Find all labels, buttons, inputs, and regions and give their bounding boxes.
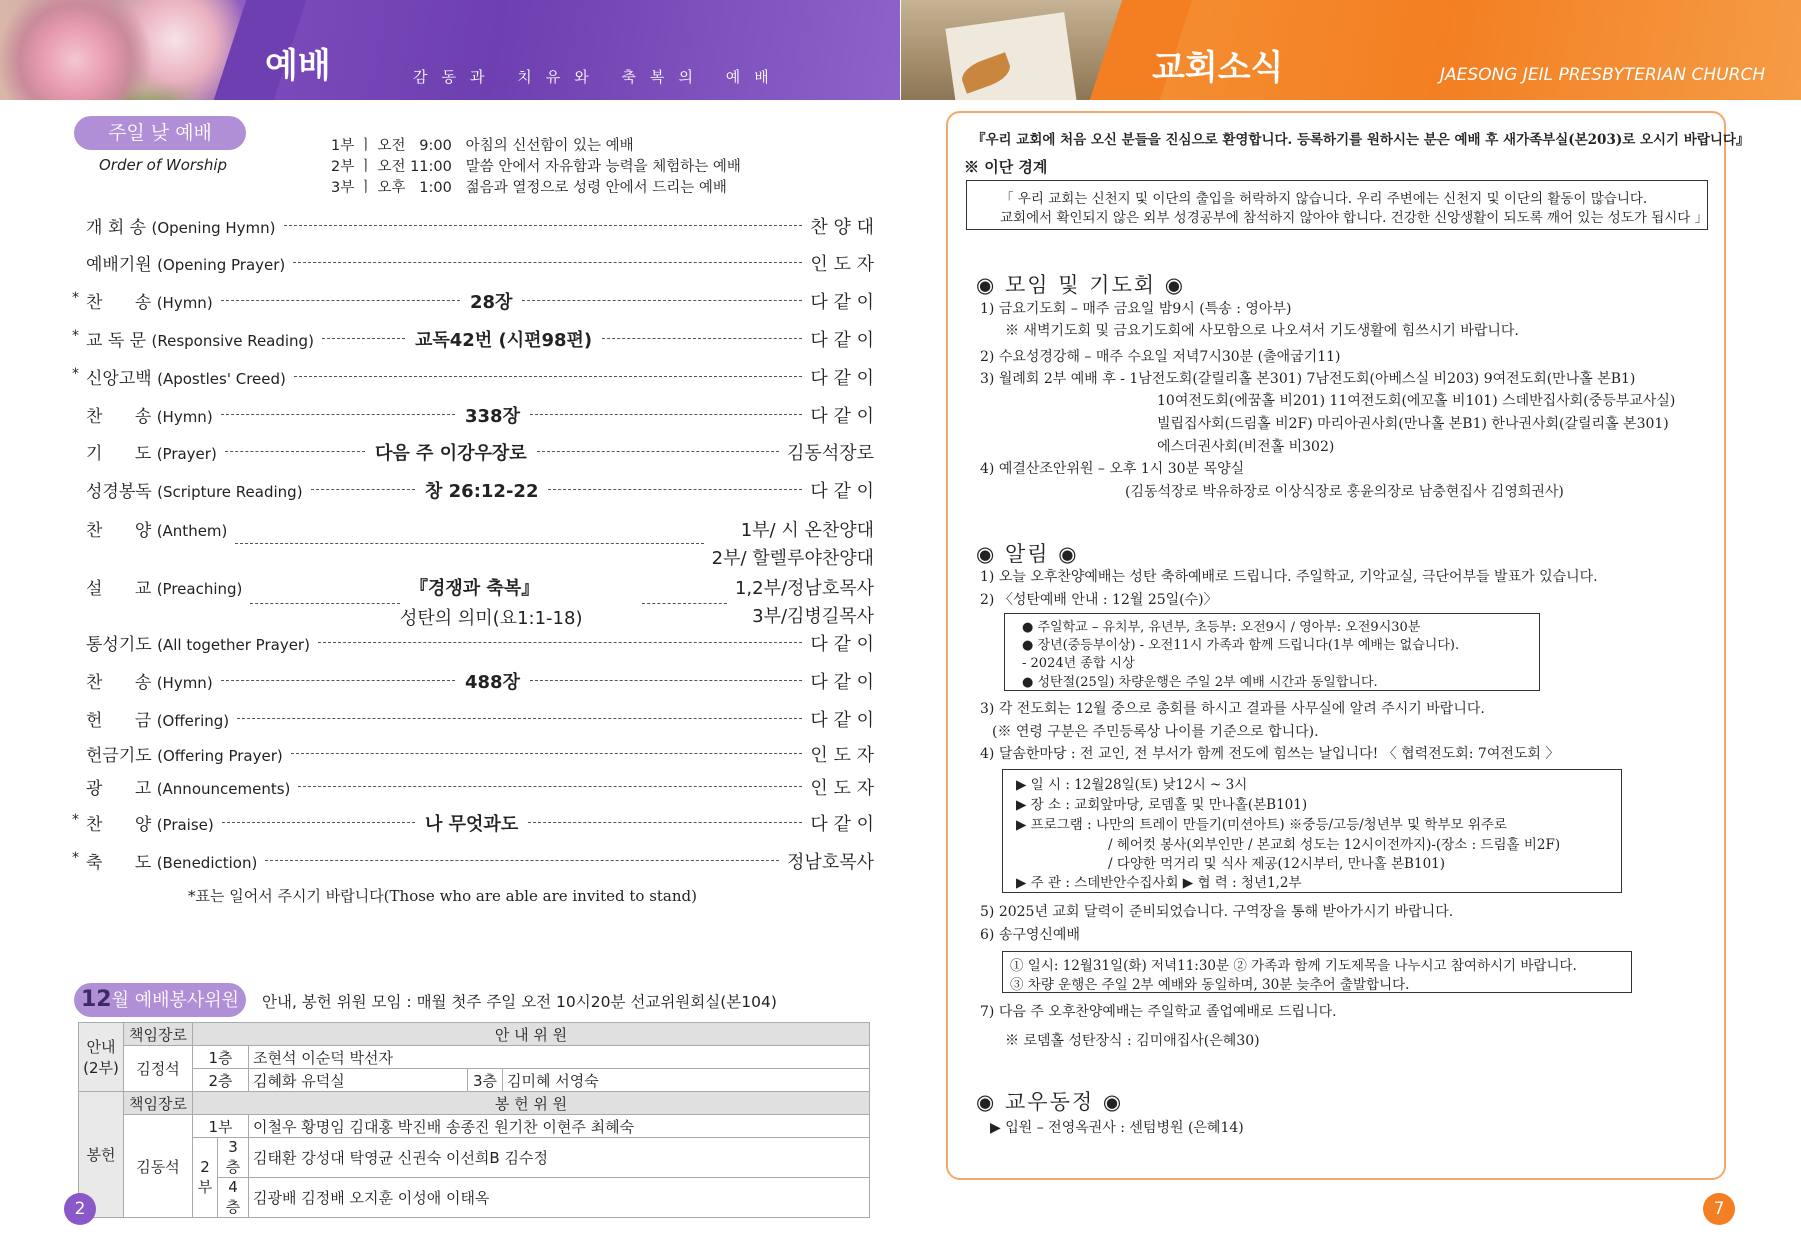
notice-7-note: ※ 로뎀홀 성탄장식 : 김미애집사(은혜30) [1005, 1033, 1260, 1049]
schedule-3: 3부 ㅣ 오후 1:00 젊음과 열정으로 성령 안에서 드리는 예배 [331, 180, 727, 196]
leader-dashes [530, 414, 802, 415]
volunteer-meeting: 안내, 봉헌 위원 모임 : 매월 첫주 주일 오전 10시20분 선교위원회실(본104) [262, 993, 777, 1011]
offer-header: 봉 헌 위 원 [193, 1092, 870, 1115]
order-item [68, 402, 874, 432]
service-2-floor-4: 4층 [218, 1178, 249, 1218]
service-1-names: 이철우 황명임 김대홍 박진배 송종진 원기찬 이현주 최혜숙 [249, 1115, 870, 1138]
order-item-korean: 축 도 [86, 853, 152, 873]
heresy-warning-title: ※ 이단 경계 [964, 158, 1048, 176]
order-item-english: (Responsive Reading) [151, 332, 314, 350]
order-item-english: (Announcements) [156, 780, 291, 798]
order-item-english: (Praise) [156, 816, 214, 834]
notice-1: 1) 오늘 오후찬양예배는 성탄 축하예배로 드립니다. 주일학교, 기악교실, 극단어부들 발표가 있습니다. [980, 569, 1598, 585]
order-item-detail: 창 26:12-22 [425, 481, 539, 502]
order-item-label [86, 364, 286, 389]
order-item [68, 439, 874, 469]
order-item-label [86, 516, 227, 541]
order-item-english: (Hymn) [156, 294, 213, 312]
order-item-korean: 광 고 [86, 779, 152, 799]
order-item [68, 288, 874, 318]
christmas-info-3: - 2024년 종합 시상 [1022, 656, 1135, 671]
notice-3-note: (※ 연령 구분은 주민등록상 나이를 기준으로 합니다). [992, 724, 1319, 740]
leader-dashes [548, 489, 802, 490]
leader-dashes [225, 451, 365, 452]
leader-dashes [222, 822, 415, 823]
leader-dashes [642, 603, 727, 604]
order-item-english: (Preaching) [156, 580, 243, 598]
meeting-3-line-2: 10여전도회(에꿈홀 비201) 11여전도회(에꼬홀 비101) 스데반집사회(중등부교사실) [1157, 393, 1676, 409]
flower-photo [0, 0, 250, 100]
order-item [68, 326, 874, 356]
leader-dashes [284, 225, 803, 226]
guide-header: 안 내 위 원 [193, 1023, 870, 1046]
leader-dashes [293, 262, 802, 263]
order-item-label [86, 574, 242, 599]
notice-7: 7) 다음 주 오후찬양예배는 주일학교 졸업예배로 드립니다. [980, 1004, 1337, 1020]
meeting-2: 2) 수요성경강해 – 매주 수요일 저녁7시30분 (출애굽기11) [980, 349, 1341, 365]
order-item-korean: 헌 금 [86, 711, 152, 731]
order-item-detail: 다음 주 이강우장로 [375, 443, 527, 464]
order-item-label [86, 668, 213, 693]
order-item-leader: 김동석장로 [787, 443, 874, 464]
order-item-korean: 찬 송 [86, 407, 152, 427]
service-2-floor-3: 3층 [218, 1138, 249, 1178]
order-item-leader: 다 같 이 [810, 330, 874, 351]
outreach-program: ▶ 프로그램 : 나만의 트레이 만들기(미션아트) ※중등/고등/청년부 및 학부모 위주로 [1016, 817, 1507, 833]
order-item-label [86, 848, 257, 873]
order-item-detail: 『경쟁과 축복』 [410, 578, 540, 599]
christmas-info-2: ● 장년(중등부이상) - 오전11시 가족과 함께 드립니다(1부 예배는 없습니다). [1022, 638, 1460, 653]
page-number-left: 2 [64, 1193, 96, 1225]
order-item-leader: 인 도 자 [810, 778, 874, 799]
order-item-korean: 찬 양 [86, 521, 152, 541]
order-item [68, 741, 874, 771]
order-item-leader: 다 같 이 [810, 710, 874, 731]
order-item-leader: 다 같 이 [810, 368, 874, 389]
leader-dashes [318, 642, 802, 643]
service-2-floor-3-names: 김태환 강성대 탁영균 신권숙 이선희B 김수정 [249, 1138, 870, 1178]
notice-3: 3) 각 전도회는 12월 중으로 총회를 하시고 결과를 사무실에 알려 주시기 바랍니다. [980, 701, 1485, 717]
order-item [68, 250, 874, 280]
floor-1: 1층 [193, 1046, 249, 1069]
leader-dashes [311, 489, 415, 490]
right-header-english: JAESONG JEIL PRESBYTERIAN CHURCH [1440, 65, 1766, 85]
standing-marker: * [72, 366, 79, 382]
order-item-label [86, 213, 276, 238]
leader-dashes [250, 603, 400, 604]
order-item-label [86, 774, 290, 799]
meeting-4: 4) 예결산조안위원 – 오후 1시 30분 목양실 [980, 461, 1245, 477]
order-item-korean: 찬 송 [86, 673, 152, 693]
order-item [68, 848, 874, 878]
leader-dashes [265, 860, 779, 861]
meeting-1: 1) 금요기도회 – 매주 금요일 밤9시 (특송 : 영아부) [980, 301, 1292, 317]
leader-dashes [221, 414, 455, 415]
floor-2-names: 김혜화 유덕실 [249, 1069, 468, 1092]
order-item-label [86, 630, 310, 655]
leader-dashes [237, 718, 802, 719]
order-item-detail: 488장 [465, 672, 520, 693]
section-members-title: ◉ 교우동정 ◉ [976, 1090, 1124, 1114]
order-item-detail: 28장 [470, 292, 513, 313]
order-item [68, 630, 874, 660]
volunteer-month: 12 [80, 987, 112, 1012]
order-pill: 주일 낮 예배 [74, 116, 246, 150]
order-item-english: (Opening Prayer) [157, 256, 286, 274]
order-item-label [86, 250, 285, 275]
order-item [68, 810, 874, 840]
order-item-english: (Anthem) [156, 522, 228, 540]
right-header-banner [901, 0, 1801, 100]
service-2-floor-4-names: 김광배 김정배 오지훈 이성애 이태옥 [249, 1178, 870, 1218]
outreach-date: ▶ 일 시 : 12월28일(토) 낮12시 ~ 3시 [1016, 777, 1248, 793]
order-item-leader-2: 2부/ 할렐루야찬양대 [711, 548, 874, 569]
order-item-korean: 헌금기도 [86, 746, 152, 766]
order-item-korean: 찬 양 [86, 815, 152, 835]
leader-dashes [602, 338, 802, 339]
order-item-english: (Opening Hymn) [151, 219, 276, 237]
order-item-korean: 개 회 송 [86, 218, 147, 238]
order-item-english: (Offering Prayer) [157, 747, 283, 765]
order-caption: Order of Worship [99, 156, 228, 174]
order-item-korean: 성경봉독 [86, 482, 152, 502]
order-item-leader: 1부/ 시 온찬양대 [740, 520, 874, 541]
standing-note: *표는 일어서 주시기 바랍니다(Those who are able are invited to stand) [188, 887, 697, 905]
order-item-korean: 찬 송 [86, 293, 152, 313]
order-item-leader: 인 도 자 [810, 745, 874, 766]
order-item-korean: 교 독 문 [86, 331, 147, 351]
new-year-service-1: ① 일시: 12월31일(화) 저녁11:30분 ② 가족과 함께 기도제목을 나누시고 참여하시기 바랍니다. [1010, 958, 1577, 974]
order-item [68, 364, 874, 394]
order-item-leader: 1,2부/정남호목사 [734, 578, 874, 599]
order-item-leader: 다 같 이 [810, 292, 874, 313]
standing-marker: * [72, 290, 79, 306]
leader-dashes [530, 680, 802, 681]
page-number-right: 7 [1703, 1193, 1735, 1225]
leader-dashes [522, 300, 802, 301]
order-item-korean: 설 교 [86, 579, 152, 599]
leader-dashes [291, 753, 803, 754]
order-item-english: (Offering) [156, 712, 230, 730]
order-item [68, 774, 874, 804]
order-item [68, 668, 874, 698]
volunteer-pill-text: 월 예배봉사위원 [111, 990, 240, 1011]
order-item-english: (Apostles' Creed) [157, 370, 286, 388]
order-item [68, 477, 874, 507]
order-item-label [86, 326, 314, 351]
order-item-leader: 다 같 이 [810, 634, 874, 655]
order-item-label [86, 741, 283, 766]
order-item-korean: 기 도 [86, 444, 152, 464]
order-item-english: (Hymn) [156, 674, 213, 692]
meeting-3: 3) 월례회 2부 예배 후 - 1남전도회(갈릴리홀 본301) 7남전도회(아베스실 비203) 9여전도회(만나홀 본B1) [980, 371, 1636, 387]
outreach-program-3: / 다양한 먹거리 및 식사 제공(12시부터, 만나홀 본B101) [1108, 856, 1446, 872]
floor-2: 2층 [193, 1069, 249, 1092]
order-item-korean: 통성기도 [86, 635, 152, 655]
service-1: 1부 [193, 1115, 249, 1138]
meeting-3-line-3: 빌립집사회(드림홀 비2F) 마리아권사회(만나홀 본B1) 한나권사회(갈릴리홀 본301) [1157, 416, 1669, 432]
standing-marker: * [72, 812, 79, 828]
schedule-2: 2부 ㅣ 오전 11:00 말씀 안에서 자유함과 능력을 체험하는 예배 [331, 159, 741, 175]
order-item-leader: 다 같 이 [810, 481, 874, 502]
order-item-leader-2: 3부/김병길목사 [752, 606, 874, 627]
order-item-leader: 찬 양 대 [810, 217, 874, 238]
order-item-english: (Prayer) [156, 445, 217, 463]
order-item-english: (Benediction) [156, 854, 258, 872]
order-item-leader: 다 같 이 [810, 672, 874, 693]
offer-elder-header: 책임장로 [124, 1092, 193, 1115]
leader-dashes [221, 300, 460, 301]
meeting-3-line-4: 에스더권사회(비전홀 비302) [1157, 439, 1335, 455]
order-item-label [86, 810, 214, 835]
outreach-place: ▶ 장 소 : 교회앞마당, 로뎀홀 및 만나홀(본B101) [1016, 797, 1308, 813]
order-item-leader: 인 도 자 [810, 254, 874, 275]
order-item [68, 706, 874, 736]
order-item [68, 574, 874, 632]
outreach-host: ▶ 주 관 : 스데반안수집사회 ▶ 협 력 : 청년1,2부 [1016, 875, 1302, 891]
standing-marker: * [72, 328, 79, 344]
welcome-text: 『우리 교회에 처음 오신 분들을 진심으로 환영합니다. 등록하기를 원하시는 분은 예배 후 새가족부실(본203)로 오시기 바랍니다』 [972, 132, 1750, 148]
heresy-warning-line-1: 「 우리 교회는 신천지 및 이단의 출입을 허락하지 않습니다. 우리 주변에는 신천지 및 이단의 활동이 많습니다. [1000, 191, 1648, 207]
meeting-4-members: (김동석장로 박유하장로 이상식장로 홍윤의장로 남충현집사 김영희권사) [1125, 484, 1564, 500]
leader-dashes [537, 451, 779, 452]
order-item-korean: 신앙고백 [86, 369, 152, 389]
notice-6: 6) 송구영신예배 [980, 927, 1080, 943]
right-header-title: 교회소식 [1152, 48, 1284, 88]
guide-elder-header: 책임장로 [124, 1023, 193, 1046]
order-item-leader: 다 같 이 [810, 406, 874, 427]
order-item-english: (Hymn) [156, 408, 213, 426]
floor-3: 3층 [468, 1069, 503, 1092]
guide-elder: 김정석 [124, 1046, 193, 1092]
order-item-label [86, 439, 217, 464]
leader-dashes [221, 680, 455, 681]
section-notices-title: ◉ 알림 ◉ [976, 542, 1079, 566]
order-item-leader: 정남호목사 [787, 852, 874, 873]
leader-dashes [294, 376, 803, 377]
order-item-english: (Scripture Reading) [157, 483, 303, 501]
floor-1-names: 조현석 이순덕 박선자 [249, 1046, 870, 1069]
notice-2: 2) 〈성탄예배 안내 : 12월 25일(수)〉 [980, 592, 1218, 608]
left-header-banner [0, 0, 900, 100]
offer-elder: 김동석 [124, 1115, 193, 1218]
left-header-subtitle: 감동과 치유와 축복의 예배 [413, 68, 783, 86]
left-header-title: 예배 [265, 46, 331, 86]
order-item-label [86, 288, 213, 313]
guide-label-cell: 안내 (2부) [79, 1023, 124, 1092]
notice-4: 4) 달솜한마당 : 전 교인, 전 부서가 함께 전도에 힘쓰는 날입니다! 〈 협력전도회: 7여전도회 〉 [980, 746, 1560, 762]
order-item-label [86, 402, 213, 427]
order-item-english: (All together Prayer) [157, 636, 310, 654]
schedule-1: 1부 ㅣ 오전 9:00 아침의 신선함이 있는 예배 [331, 138, 634, 154]
offer-label: 봉헌 [79, 1092, 124, 1218]
order-item-detail: 338장 [465, 406, 520, 427]
order-item-detail-2: 성탄의 의미(요1:1-18) [400, 608, 583, 629]
leader-dashes [298, 786, 802, 787]
volunteer-table [78, 1022, 870, 1218]
order-item-korean: 예배기원 [86, 255, 152, 275]
floor-3-names: 김미혜 서영숙 [503, 1069, 870, 1092]
order-item-label [86, 706, 229, 731]
outreach-program-2: / 헤어컷 봉사(외부인만 / 본교회 성도는 12시이전까지)-(장소 : 드림홀 비2F) [1108, 837, 1561, 853]
order-item-detail: 나 무엇과도 [425, 814, 519, 835]
christmas-info-1: ● 주일학교 – 유치부, 유년부, 초등부: 오전9시 / 영아부: 오전9시30분 [1022, 620, 1421, 635]
member-news-1: ▶ 입원 – 전영옥권사 : 센텀병원 (은혜14) [990, 1120, 1244, 1136]
notice-5: 5) 2025년 교회 달력이 준비되었습니다. 구역장을 통해 받아가시기 바랍니다. [980, 904, 1454, 920]
leader-dashes [235, 543, 703, 544]
christmas-info-4: ● 성탄절(25일) 차량운행은 주일 2부 예배 시간과 동일합니다. [1022, 675, 1378, 690]
new-year-service-2: ③ 차량 운행은 주일 2부 예배와 동일하며, 30분 늦추어 출발합니다. [1010, 977, 1410, 993]
order-item-detail: 교독42번 (시편98편) [415, 330, 593, 351]
meeting-1-note: ※ 새벽기도회 및 금요기도회에 사모함으로 나오셔서 기도생활에 힘쓰시기 바랍니다. [1005, 323, 1519, 339]
leader-dashes [528, 822, 802, 823]
order-item-leader: 다 같 이 [810, 814, 874, 835]
volunteer-pill [74, 983, 246, 1017]
leader-dashes [322, 338, 405, 339]
order-item [68, 516, 874, 570]
order-item-label [86, 477, 303, 502]
section-meetings-title: ◉ 모임 및 기도회 ◉ [976, 273, 1186, 297]
service-2: 2부 [193, 1138, 218, 1218]
heresy-warning-line-2: 교회에서 확인되지 않은 외부 성경공부에 참석하지 않아야 합니다. 건강한 신앙생활이 되도록 깨어 있는 성도가 됩시다 」 [1000, 210, 1709, 226]
standing-marker: * [72, 850, 79, 866]
order-item [68, 213, 874, 243]
